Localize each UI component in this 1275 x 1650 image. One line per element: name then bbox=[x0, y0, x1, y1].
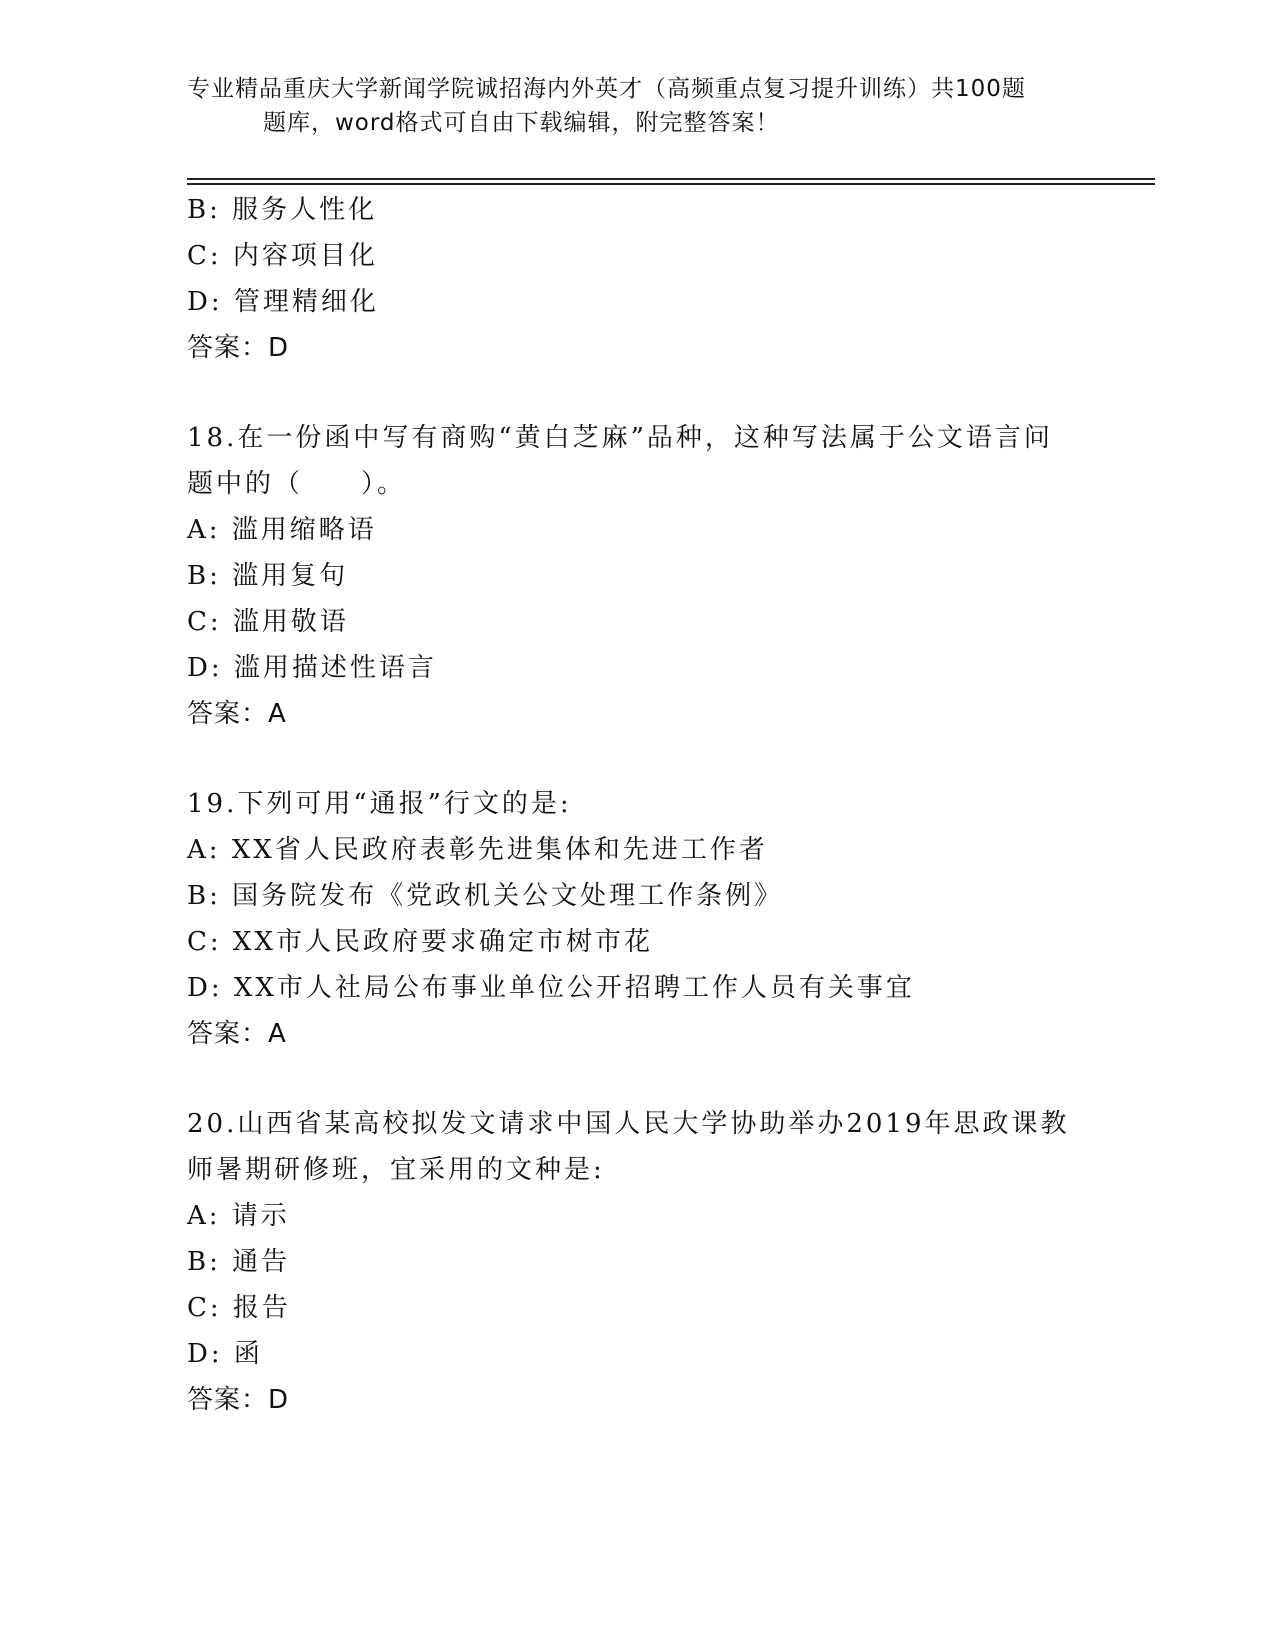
question-text: 18.在一份函中写有商购“黄白芝麻”品种，这种写法属于公文语言问 bbox=[187, 423, 1053, 453]
option-a: A: 请示 bbox=[187, 1201, 290, 1231]
option-b: B: 通告 bbox=[187, 1247, 291, 1277]
option-d: D: 函 bbox=[187, 1339, 263, 1369]
answer-line: 答案：A bbox=[187, 699, 287, 729]
option-c: C: 滥用敬语 bbox=[187, 607, 349, 637]
question-text: 20.山西省某高校拟发文请求中国人民大学协助举办2019年思政课教 bbox=[187, 1109, 1070, 1139]
question-block-18 bbox=[187, 415, 1087, 737]
answer-line: 答案：D bbox=[187, 333, 290, 363]
header-title-line-1: 专业精品重庆大学新闻学院诚招海内外英才（高频重点复习提升训练）共100题 bbox=[187, 76, 1026, 102]
option-d: D: 管理精细化 bbox=[187, 287, 379, 317]
question-text: 师暑期研修班，宜采用的文种是: bbox=[187, 1155, 605, 1185]
question-block-17 bbox=[187, 187, 1087, 371]
option-b: B: 服务人性化 bbox=[187, 195, 378, 225]
option-c: C: 内容项目化 bbox=[187, 241, 378, 271]
question-list bbox=[187, 187, 1087, 1423]
option-d: D: XX市人社局公布事业单位公开招聘工作人员有关事宜 bbox=[187, 973, 915, 1003]
option-d: D: 滥用描述性语言 bbox=[187, 653, 437, 683]
option-a: A: XX省人民政府表彰先进集体和先进工作者 bbox=[187, 835, 768, 865]
question-block-20 bbox=[187, 1101, 1087, 1423]
question-text: 题中的（ ）。 bbox=[187, 469, 407, 499]
header-divider-top bbox=[187, 178, 1155, 180]
option-c: C: 报告 bbox=[187, 1293, 291, 1323]
page-header bbox=[187, 72, 1087, 140]
option-b: B: 滥用复句 bbox=[187, 561, 349, 591]
answer-line: 答案：A bbox=[187, 1019, 287, 1049]
option-c: C: XX市人民政府要求确定市树市花 bbox=[187, 927, 653, 957]
option-a: A: 滥用缩略语 bbox=[187, 515, 377, 545]
header-divider-bottom bbox=[187, 183, 1155, 185]
question-text: 19.下列可用“通报”行文的是: bbox=[187, 789, 572, 819]
option-b: B: 国务院发布《党政机关公文处理工作条例》 bbox=[187, 881, 784, 911]
question-block-19 bbox=[187, 781, 1087, 1057]
answer-line: 答案：D bbox=[187, 1385, 290, 1415]
header-title-line-2: 题库，word格式可自由下载编辑，附完整答案！ bbox=[263, 110, 780, 136]
